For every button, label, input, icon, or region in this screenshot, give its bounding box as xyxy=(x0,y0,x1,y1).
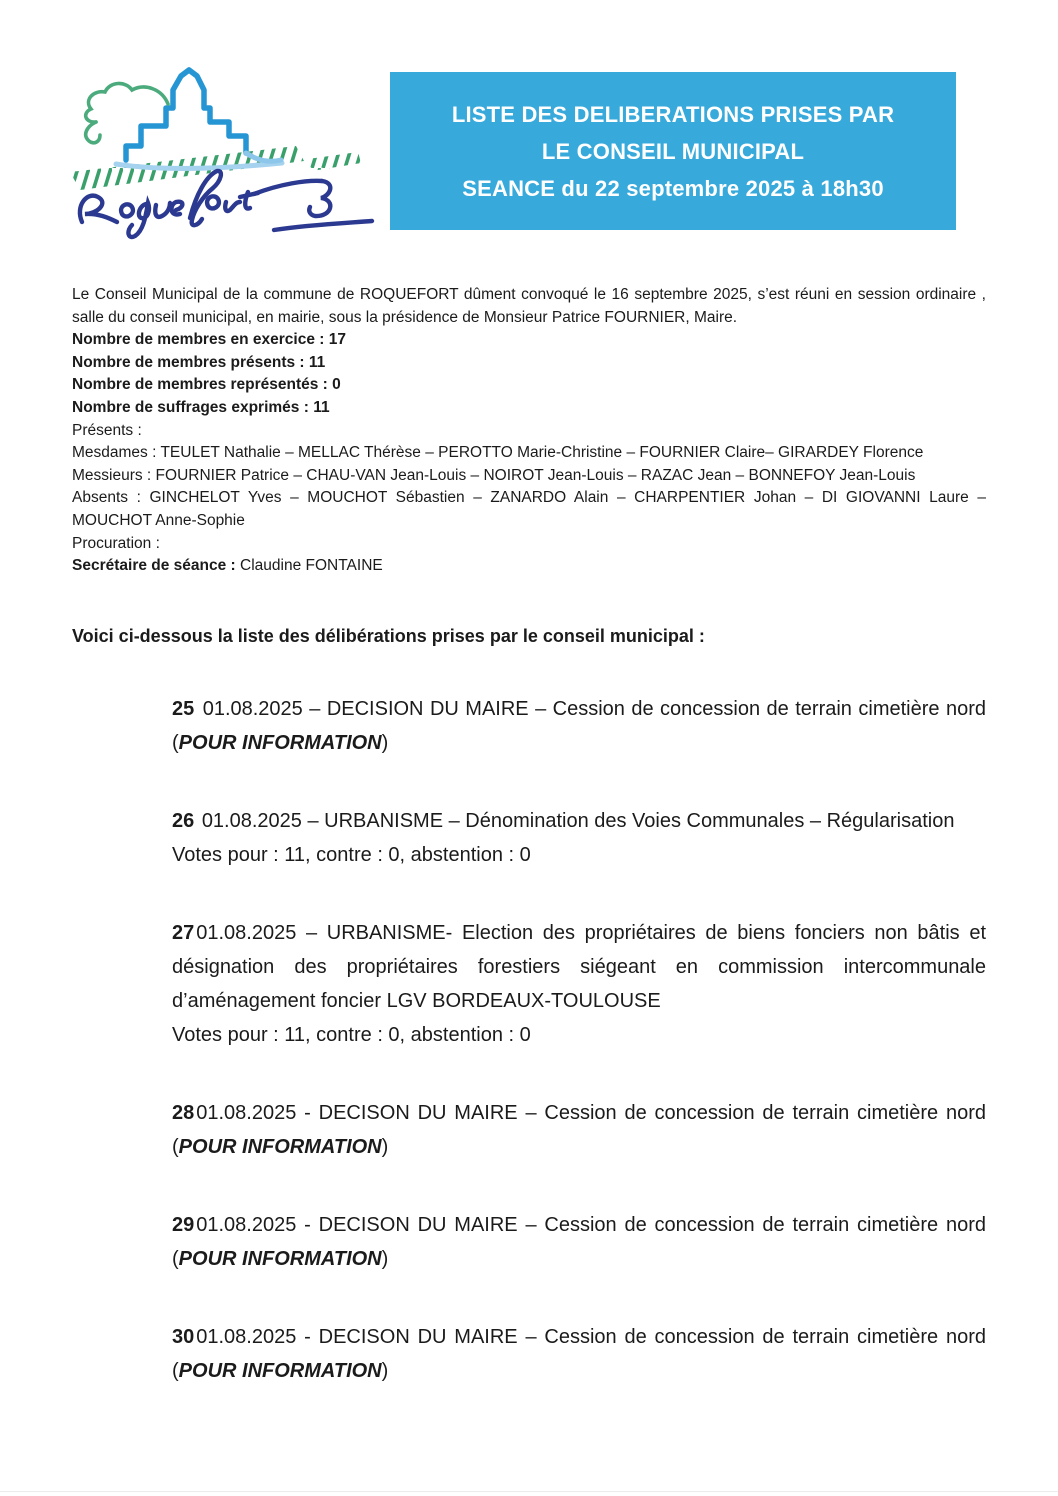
deliberation-body: 01.08.2025 – URBANISME – Dénomination des Voies Communales – Régularisation xyxy=(201,809,955,832)
list-heading: Voici ci-dessous la liste des délibérations prises par le conseil municipal : xyxy=(72,625,705,646)
deliberation-number: 29 xyxy=(172,1213,195,1236)
stat-line: Nombre de membres représentés : 0 xyxy=(72,376,341,394)
messieurs-line: Messieurs : FOURNIER Patrice – CHAU-VAN Jean-Louis – NOIROT Jean-Louis – RAZAC Jean – BONNEFOY Jean-Louis xyxy=(72,466,916,484)
secretaire-value: Claudine FONTAINE xyxy=(240,557,383,575)
absents-line: Absents : GINCHELOT Yves – MOUCHOT Sébastien – ZANARDO Alain – CHARPENTIER Johan – DI GIOVANNI Laure – MOUCHOT Anne-Sophie xyxy=(72,489,986,529)
deliberation-info-label: POUR INFORMATION xyxy=(178,1135,382,1158)
deliberation-body: 01.08.2025 – URBANISME- Election des propriétaires de biens fonciers non bâtis et désignation des propriétaires forestiers siégeant en commission intercommunale d’aménagement foncier LGV BORDEAUX-TOULOUSE xyxy=(172,921,986,1012)
deliberation-body: 01.08.2025 - DECISON DU MAIRE – Cession de concession de terrain cimetière nord ( xyxy=(172,1213,986,1270)
secretaire-line xyxy=(72,555,986,578)
logo-cloud-outline xyxy=(86,83,168,122)
deliberation-text xyxy=(172,916,986,1018)
document-header xyxy=(0,0,1058,238)
deliberation-item xyxy=(172,1208,986,1276)
scan-edge-line xyxy=(0,1491,1058,1492)
deliberation-text xyxy=(172,1320,986,1388)
deliberation-info-label: POUR INFORMATION xyxy=(178,1247,382,1270)
deliberation-closing: ) xyxy=(381,1135,389,1158)
deliberation-item xyxy=(172,692,986,760)
deliberation-number: 28 xyxy=(172,1101,195,1124)
deliberation-closing: ) xyxy=(381,731,389,754)
title-banner xyxy=(390,72,956,230)
deliberation-body: 01.08.2025 - DECISON DU MAIRE – Cession de concession de terrain cimetière nord ( xyxy=(172,1325,986,1382)
deliberation-body: 01.08.2025 – DECISION DU MAIRE – Cession de concession de terrain cimetière nord ( xyxy=(172,697,986,754)
deliberation-number: 30 xyxy=(172,1325,195,1348)
deliberation-text xyxy=(172,1208,986,1276)
deliberation-item xyxy=(172,804,986,872)
logo-field-hatch-right xyxy=(308,152,361,171)
deliberation-text xyxy=(172,1096,986,1164)
stat-line: Nombre de suffrages exprimés : 11 xyxy=(72,398,330,416)
procuration-label: Procuration : xyxy=(72,534,160,552)
deliberation-item xyxy=(172,1320,986,1388)
deliberation-number: 27 xyxy=(172,921,195,944)
deliberation-list xyxy=(172,692,986,1388)
session-intro xyxy=(72,284,986,578)
member-stats xyxy=(72,329,986,419)
deliberation-votes: Votes pour : 11, contre : 0, abstention : 0 xyxy=(172,843,531,866)
deliberation-info-label: POUR INFORMATION xyxy=(178,1359,382,1382)
deliberation-number: 26 xyxy=(172,809,200,832)
deliberation-item xyxy=(172,916,986,1052)
deliberation-body: 01.08.2025 - DECISON DU MAIRE – Cession de concession de terrain cimetière nord ( xyxy=(172,1101,986,1158)
deliberation-text xyxy=(172,692,986,760)
deliberation-text xyxy=(172,804,986,838)
convocation-text: Le Conseil Municipal de la commune de ROQUEFORT dûment convoqué le 16 septembre 2025, s’est réuni en session ordinaire , salle du conseil municipal, en mairie, sous la présidence de Monsieur Patrice FOURNIER, Maire. xyxy=(72,286,986,326)
stat-line: Nombre de membres en exercice : 17 xyxy=(72,331,346,349)
deliberation-votes: Votes pour : 11, contre : 0, abstention : 0 xyxy=(172,1023,531,1046)
banner-line-3: SEANCE du 22 septembre 2025 à 18h30 xyxy=(462,175,884,201)
deliberation-closing: ) xyxy=(381,1247,389,1270)
logo-building-outline xyxy=(126,70,246,160)
presents-label: Présents : xyxy=(72,421,142,439)
banner-line-2: LE CONSEIL MUNICIPAL xyxy=(541,138,805,164)
logo-cloud-curl xyxy=(86,122,100,143)
deliberation-closing: ) xyxy=(381,1359,389,1382)
mesdames-line: Mesdames : TEULET Nathalie – MELLAC Thérèse – PEROTTO Marie-Christine – FOURNIER Claire– GIRARDEY Florence xyxy=(72,444,924,462)
stat-line: Nombre de membres présents : 11 xyxy=(72,353,326,371)
deliberation-item xyxy=(172,1096,986,1164)
roquefort-logo xyxy=(68,64,384,242)
deliberation-info-label: POUR INFORMATION xyxy=(178,731,382,754)
roquefort-logo-drawing xyxy=(68,64,384,242)
secretaire-label: Secrétaire de séance : xyxy=(72,557,236,575)
deliberation-number: 25 xyxy=(172,697,201,720)
banner-line-1: LISTE DES DELIBERATIONS PRISES PAR xyxy=(451,101,895,127)
